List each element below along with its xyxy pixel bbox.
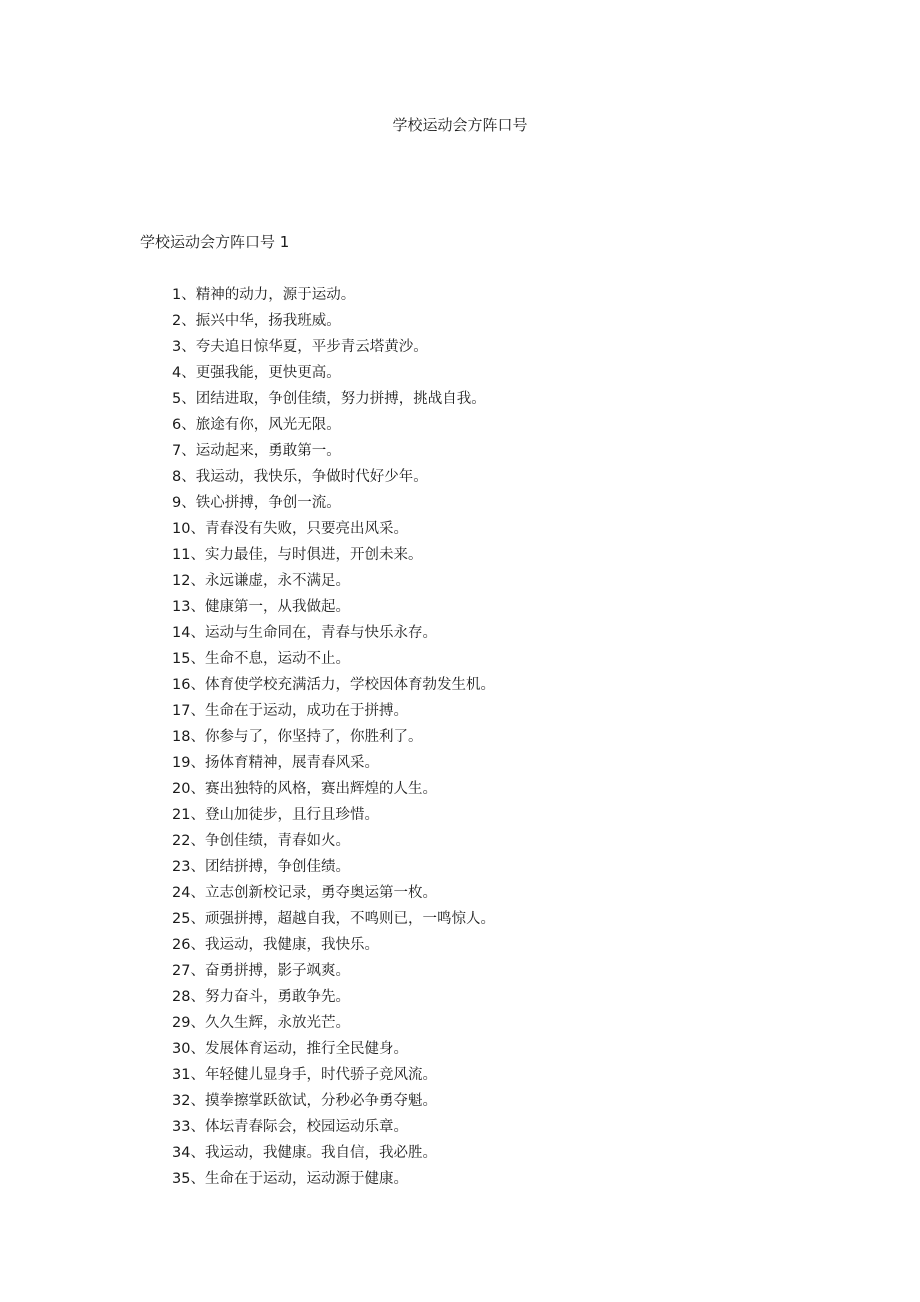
- slogan-item: 34、我运动，我健康。我自信，我必胜。: [172, 1145, 437, 1161]
- slogan-item: 7、运动起来，勇敢第一。: [172, 443, 341, 459]
- slogan-item: 31、年轻健儿显身手，时代骄子竞风流。: [172, 1067, 437, 1083]
- slogan-item: 26、我运动，我健康，我快乐。: [172, 937, 379, 953]
- slogan-item: 14、运动与生命同在，青春与快乐永存。: [172, 625, 437, 641]
- slogan-item: 27、奋勇拼搏，影子飒爽。: [172, 963, 350, 979]
- slogan-item: 13、健康第一，从我做起。: [172, 599, 350, 615]
- slogan-item: 5、团结进取，争创佳绩，努力拼搏，挑战自我。: [172, 391, 486, 407]
- slogan-item: 2、振兴中华，扬我班威。: [172, 313, 341, 329]
- slogan-item: 33、体坛青春际会，校园运动乐章。: [172, 1119, 408, 1135]
- slogan-item: 22、争创佳绩，青春如火。: [172, 833, 350, 849]
- slogan-item: 18、你参与了，你坚持了，你胜利了。: [172, 729, 423, 745]
- slogan-list: [172, 282, 495, 1192]
- slogan-item: 1、精神的动力，源于运动。: [172, 287, 356, 303]
- slogan-item: 21、登山加徒步，且行且珍惜。: [172, 807, 379, 823]
- slogan-item: 12、永远谦虚，永不满足。: [172, 573, 350, 589]
- slogan-item: 10、青春没有失败，只要亮出风采。: [172, 521, 408, 537]
- slogan-item: 30、发展体育运动，推行全民健身。: [172, 1041, 408, 1057]
- slogan-item: 17、生命在于运动，成功在于拼搏。: [172, 703, 408, 719]
- slogan-item: 28、努力奋斗，勇敢争先。: [172, 989, 350, 1005]
- slogan-item: 19、扬体育精神，展青春风采。: [172, 755, 379, 771]
- slogan-item: 23、团结拼搏，争创佳绩。: [172, 859, 350, 875]
- slogan-item: 11、实力最佳，与时俱进，开创未来。: [172, 547, 423, 563]
- slogan-item: 3、夸夫追日惊华夏，平步青云塔黄沙。: [172, 339, 428, 355]
- slogan-item: 35、生命在于运动，运动源于健康。: [172, 1171, 408, 1187]
- slogan-item: 4、更强我能，更快更高。: [172, 365, 341, 381]
- slogan-item: 9、铁心拼搏，争创一流。: [172, 495, 341, 511]
- slogan-item: 29、久久生辉，永放光芒。: [172, 1015, 350, 1031]
- slogan-item: 15、生命不息，运动不止。: [172, 651, 350, 667]
- slogan-item: 32、摸拳擦掌跃欲试，分秒必争勇夺魁。: [172, 1093, 437, 1109]
- document-title: 学校运动会方阵口号: [392, 116, 528, 134]
- slogan-item: 25、顽强拼搏，超越自我，不鸣则已，一鸣惊人。: [172, 911, 495, 927]
- slogan-item: 20、赛出独特的风格，赛出辉煌的人生。: [172, 781, 437, 797]
- section-heading: 学校运动会方阵口号 1: [140, 233, 290, 251]
- slogan-item: 8、我运动，我快乐，争做时代好少年。: [172, 469, 428, 485]
- slogan-item: 24、立志创新校记录，勇夺奥运第一枚。: [172, 885, 437, 901]
- slogan-item: 6、旅途有你，风光无限。: [172, 417, 341, 433]
- slogan-item: 16、体育使学校充满活力，学校因体育勃发生机。: [172, 677, 495, 693]
